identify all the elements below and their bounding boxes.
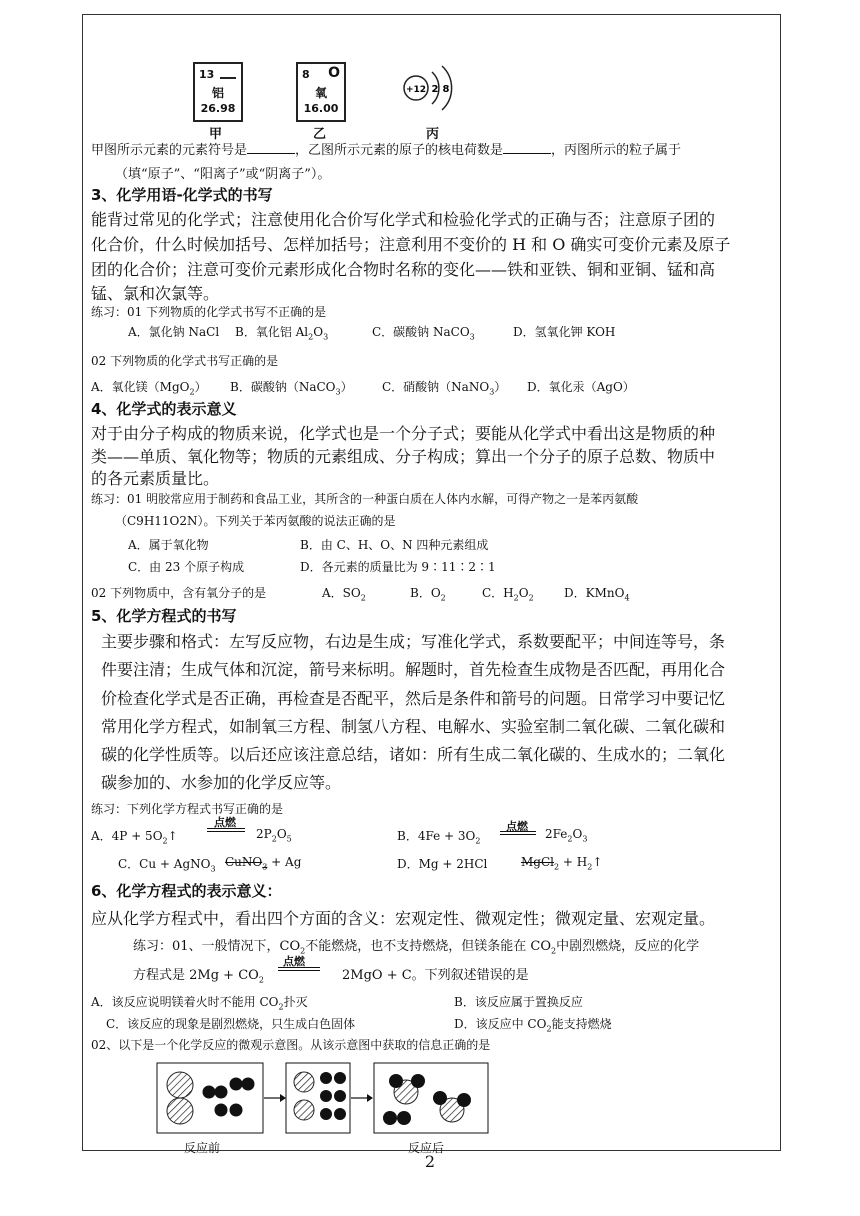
sec3-exercise2-option-c: C．硝酸钠（NaNO$_3$） — [382, 380, 507, 397]
sec6-exercise1-option-d: D．该反应中 $CO_2$能支持燃烧 — [454, 1017, 612, 1034]
answer-blank-1[interactable] — [247, 141, 295, 154]
reaction-micro-diagram — [156, 1062, 490, 1134]
black-atom — [320, 1072, 332, 1084]
shell2-electrons: 8 — [442, 84, 450, 95]
text: ，乙图所示元素的原子的核电荷数是 — [295, 143, 504, 158]
section-5-paragraph-line: 碳的化学性质等。以后还应该注意总结，诸如：所有生成二氧化碳的、生成水的；二氧化 — [101, 745, 726, 764]
equation-option-b-left: B．$4Fe + 3O_2$ — [397, 829, 481, 846]
sec6-exercise1-option-a: A．该反应说明镁着火时不能用 $CO_2$扑灭 — [91, 995, 308, 1012]
section-4-paragraph-line: 对于由分子构成的物质来说，化学式也是一个分子式；要能从化学式中看出这是物质的种 — [91, 424, 716, 443]
arrow-head — [280, 1094, 286, 1102]
equation-option-b-right: $2Fe_2O_3$ — [545, 827, 588, 844]
sec3-exercise1-option-d: D．氢氧化钾 KOH — [513, 325, 616, 339]
equation-option-c-left: C．Cu + AgNO$_3$ — [118, 857, 216, 874]
sec3-exercise1-stem: 练习：01 下列物质的化学式书写不正确的是 — [91, 305, 327, 319]
label-before-reaction: 反应前 — [184, 1141, 221, 1155]
sec3-exercise2-option-d: D．氧化汞（AgO） — [527, 380, 635, 394]
element-name: 铝 — [211, 86, 224, 100]
sec5-exercise-stem: 练习：下列化学方程式书写正确的是 — [91, 802, 284, 816]
sec6-exercise1-stem: 练习：01、一般情况下，$CO_2$不能燃烧，也不支持燃烧，但镁条能在 $CO_2$中剧烈燃烧，反应的化学 — [133, 939, 700, 956]
sec4-exercise2-option-b: B．$O_2$ — [410, 586, 446, 603]
black-atom — [320, 1090, 332, 1102]
black-atom — [457, 1093, 471, 1107]
section-3-paragraph-line: 锰、氯和次氯等。 — [91, 284, 220, 303]
element-name: 氧 — [314, 86, 327, 100]
sec4-exercise1-option-a: A．属于氧化物 — [128, 538, 209, 552]
element-symbol: O — [328, 65, 340, 81]
sec4-exercise1-option-d: D．各元素的质量比为 9∶11∶2∶1 — [300, 560, 496, 574]
sec6-exercise1-equation-right: 2MgO + C。下列叙述错误的是 — [342, 968, 529, 983]
equation-option-d-left: D．Mg + 2HCl — [397, 857, 488, 871]
equation-line — [500, 834, 536, 835]
sec3-exercise1-option-a: A．氯化钠 NaCl — [128, 325, 220, 339]
black-atom — [230, 1104, 243, 1117]
black-atom — [389, 1074, 403, 1088]
section-3-paragraph-line: 能背过常见的化学式；注意使用化合价写化学式和检验化学式的正确与否；注意原子团的 — [91, 210, 716, 229]
sec6-exercise1-option-c: C．该反应的现象是剧烈燃烧，只生成白色固体 — [106, 1017, 356, 1031]
element-card-aluminum — [193, 62, 243, 122]
reaction-condition-label: 点燃 — [506, 820, 528, 833]
hatched-atom — [167, 1072, 193, 1098]
section-5-paragraph-line: 碳参加的、水参加的化学反应等。 — [101, 773, 342, 792]
sec6-exercise1-equation-left: 方程式是 $2Mg + CO_2$ — [133, 968, 264, 985]
black-atom — [215, 1086, 228, 1099]
sec3-exercise2-option-a: A．氧化镁（MgO$_2$） — [91, 380, 207, 397]
sec4-exercise1-option-b: B．由 C、H、O、N 四种元素组成 — [300, 538, 489, 552]
section-6-paragraph-line: 应从化学方程式中，看出四个方面的含义：宏观定性、微观定性；微观定量、宏观定量。 — [91, 909, 716, 928]
sec4-exercise1-stem: 练习：01 明胶常应用于制药和食品工业，其所含的一种蛋白质在人体内水解，可得产物之一是苯丙氨酸 — [91, 492, 639, 506]
section-3-paragraph-line: 团的化合价；注意可变价元素形成化合物时名称的变化——铁和亚铁、铜和亚铜、锰和高 — [91, 260, 716, 279]
reaction-condition-label: 点燃 — [214, 816, 236, 829]
sec6-exercise1-option-b: B．该反应属于置换反应 — [454, 995, 583, 1009]
equation-option-a-left: A．$4P + 5O_2↑$ — [91, 829, 178, 846]
black-atom — [242, 1078, 255, 1091]
section-6-heading: 6、化学方程式的表示意义： — [91, 882, 282, 900]
text: ，丙图所示的粒子属于 — [551, 143, 682, 158]
sec3-exercise2-option-b: B．碳酸钠（NaCO$_3$） — [230, 380, 353, 397]
section-4-paragraph-line: 的各元素质量比。 — [91, 469, 220, 488]
sec4-exercise2-stem: 02 下列物质中，含有氧分子的是 — [91, 586, 267, 600]
figure-label-jia: 甲 — [209, 127, 223, 142]
equation-line — [278, 970, 320, 971]
equation-line — [207, 828, 245, 829]
atomic-number: 13 — [199, 68, 215, 81]
page-number: 2 — [424, 1152, 436, 1171]
section-5-paragraph-line: 件要注清；生成气体和沉淀，箭号来标明。解题时，首先检查生成物是否匹配，再用化合 — [101, 660, 726, 679]
hatched-atom — [294, 1100, 314, 1120]
answer-blank-2[interactable] — [503, 141, 551, 154]
sec4-exercise1-stem-cont: （C9H11O2N）。下列关于苯丙氨酸的说法正确的是 — [115, 514, 396, 528]
figure-label-bing: 丙 — [426, 127, 440, 142]
black-atom — [334, 1090, 346, 1102]
sec4-exercise1-option-c: C．由 23 个原子构成 — [128, 560, 245, 574]
text: 甲图所示元素的元素符号是 — [91, 143, 248, 158]
black-atom — [320, 1108, 332, 1120]
figure-label-yi: 乙 — [313, 127, 327, 142]
intro-question-line2: （填“原子”、“阳离子”或“阴离子”）。 — [115, 167, 331, 182]
black-atom — [334, 1072, 346, 1084]
hatched-atom — [294, 1072, 314, 1092]
section-4-paragraph-line: 类——单质、氧化物等；物质的元素组成、分子构成；算出一个分子的原子总数、物质中 — [91, 447, 716, 466]
section-5-heading: 5、化学方程式的书写 — [91, 607, 237, 625]
sec4-exercise2-option-c: C．$H_2O_2$ — [482, 586, 534, 603]
hatched-atom — [167, 1098, 193, 1124]
label-after-reaction: 反应后 — [408, 1141, 445, 1155]
symbol-blank — [220, 77, 236, 79]
atomic-number: 8 — [302, 68, 310, 81]
black-atom — [411, 1074, 425, 1088]
equation-line — [500, 831, 536, 832]
element-card-oxygen — [296, 62, 346, 122]
equation-line — [207, 831, 245, 832]
atomic-mass: 16.00 — [303, 102, 339, 115]
reaction-condition-label: 点燃 — [283, 955, 305, 968]
black-atom — [203, 1086, 216, 1099]
shell1-electrons: 2 — [431, 84, 439, 95]
sec3-exercise1-option-b: B．氧化铝 $Al_2O_3$ — [235, 325, 329, 342]
black-atom — [334, 1108, 346, 1120]
equation-option-a-right: $2P_2O_5$ — [256, 827, 292, 844]
section-5-paragraph-line: 常用化学方程式，如制氧三方程、制氢八方程、电解水、实验室制二氧化碳、二氧化碳和 — [101, 717, 726, 736]
section-3-paragraph-line: 化合价，什么时候加括号、怎样加括号；注意利用不变价的 H 和 O 确实可变价元素及原子 — [91, 235, 731, 254]
section-5-paragraph-line: 价检查化学式是否正确，再检查是否配平，然后是条件和箭号的问题。日常学习中要记忆 — [101, 689, 726, 708]
section-5-paragraph-line: 主要步骤和格式：左写反应物，右边是生成；写准化学式，系数要配平；中间连等号，条 — [101, 632, 726, 651]
black-atom — [230, 1078, 243, 1091]
sec3-exercise2-stem: 02 下列物质的化学式书写正确的是 — [91, 354, 279, 368]
sec4-exercise2-option-a: A．$SO_2$ — [322, 586, 366, 603]
sec3-exercise1-option-c: C．碳酸钠 NaCO$_3$ — [372, 325, 475, 342]
section-4-heading: 4、化学式的表示意义 — [91, 400, 237, 418]
black-atom — [215, 1104, 228, 1117]
sec4-exercise2-option-d: D．KMnO$_4$ — [564, 586, 630, 603]
atom-structure-diagram — [398, 60, 468, 120]
black-atom — [433, 1091, 447, 1105]
nucleus-charge: +12 — [405, 85, 427, 95]
equation-option-c-right: CuNO$_3$ + Ag — [225, 855, 302, 872]
equation-line — [278, 967, 320, 968]
sec6-exercise2-stem: 02、以下是一个化学反应的微观示意图。从该示意图中获取的信息正确的是 — [91, 1038, 491, 1052]
equation-option-d-right: MgCl$_2$ + $H_2↑$ — [521, 855, 603, 872]
atomic-mass: 26.98 — [200, 102, 236, 115]
section-3-heading: 3、化学用语-化学式的书写 — [91, 186, 273, 204]
intro-question-line1 — [91, 139, 681, 158]
black-atom — [397, 1111, 411, 1125]
black-atom — [383, 1111, 397, 1125]
arrow-head — [367, 1094, 373, 1102]
